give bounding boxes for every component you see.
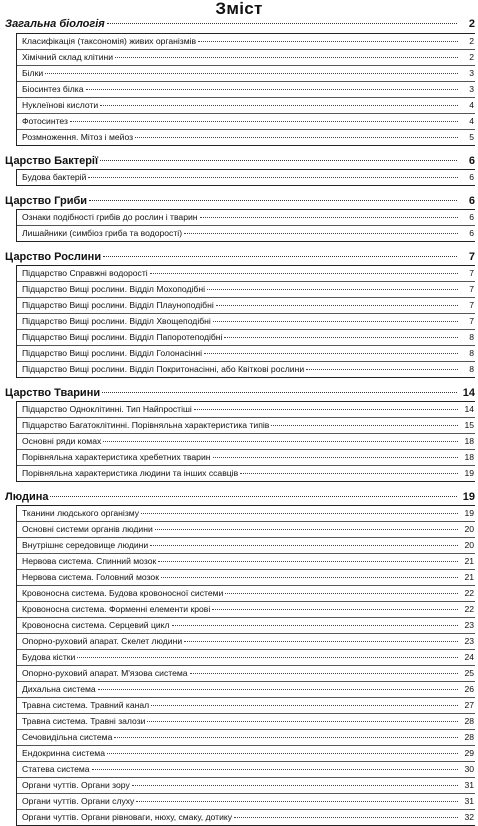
toc-entry[interactable] [17, 50, 475, 66]
toc-entry[interactable] [17, 506, 475, 522]
entry-page-number: 24 [464, 652, 474, 662]
section-page-number: 7 [468, 251, 475, 263]
entry-title: Хімічний склад клітини [22, 52, 114, 62]
toc-entry[interactable] [17, 346, 475, 362]
entry-page-number: 4 [469, 116, 474, 126]
entry-title: Сечовидільна система [22, 732, 113, 742]
toc-section [3, 17, 475, 146]
entry-title: Дихальна система [22, 684, 96, 694]
entry-page-number: 21 [464, 572, 474, 582]
entry-page-number: 32 [464, 812, 474, 822]
dot-leader [150, 273, 458, 274]
section-items [16, 401, 475, 482]
dot-leader [100, 105, 458, 106]
entry-page-number: 28 [464, 716, 474, 726]
toc-entry[interactable] [17, 634, 475, 650]
toc-entry[interactable] [17, 402, 475, 418]
toc-entry[interactable] [17, 586, 475, 602]
entry-page-number: 18 [464, 436, 474, 446]
entry-page-number: 20 [464, 524, 474, 534]
entry-title: Кровоносна система. Форменні елементи крові [22, 604, 211, 614]
entry-page-number: 20 [464, 540, 474, 550]
toc-entry[interactable] [17, 266, 475, 282]
entry-title: Нуклеїнові кислоти [22, 100, 99, 110]
entry-page-number: 5 [469, 132, 474, 142]
entry-title: Підцарство Вищі рослини. Відділ Хвощеподібні [22, 316, 211, 326]
entry-page-number: 3 [469, 84, 474, 94]
entry-page-number: 6 [469, 172, 474, 182]
section-items [16, 33, 475, 146]
entry-page-number: 19 [464, 508, 474, 518]
dot-leader [50, 496, 457, 497]
entry-title: Статева система [22, 764, 90, 774]
entry-page-number: 26 [464, 684, 474, 694]
entry-page-number: 4 [469, 100, 474, 110]
toc-entry[interactable] [17, 434, 475, 450]
section-title: Царство Бактерії [5, 155, 99, 167]
toc-entry[interactable] [17, 210, 475, 226]
entry-title: Основні системи органів людини [22, 524, 153, 534]
dot-leader [86, 89, 458, 90]
toc-entry[interactable] [17, 538, 475, 554]
dot-leader [141, 513, 458, 514]
toc-entry[interactable] [17, 226, 475, 241]
dot-leader [224, 337, 458, 338]
entry-page-number: 23 [464, 636, 474, 646]
entry-title: Розмноження. Мітоз і мейоз [22, 132, 134, 142]
entry-title: Ендокринна система [22, 748, 105, 758]
entry-page-number: 27 [464, 700, 474, 710]
toc-entry[interactable] [17, 130, 475, 145]
section-title: Загальна біологія [5, 18, 105, 30]
entry-page-number: 23 [464, 620, 474, 630]
dot-leader [184, 233, 458, 234]
section-items [16, 209, 475, 242]
entry-page-number: 3 [469, 68, 474, 78]
section-page-number: 6 [468, 195, 475, 207]
toc-list [3, 17, 475, 826]
dot-leader [107, 753, 458, 754]
section-title: Царство Тварини [5, 387, 101, 399]
dot-leader [103, 256, 457, 257]
entry-title: Травна система. Травний канал [22, 700, 150, 710]
entry-page-number: 25 [464, 668, 474, 678]
entry-page-number: 22 [464, 588, 474, 598]
dot-leader [135, 137, 458, 138]
dot-leader [225, 593, 458, 594]
entry-title: Ознаки подібності грибів до рослин і тварин [22, 212, 198, 222]
entry-page-number: 29 [464, 748, 474, 758]
toc-entry[interactable] [17, 34, 475, 50]
toc-entry[interactable] [17, 170, 475, 185]
section-page-number: 6 [468, 155, 475, 167]
dot-leader [190, 673, 458, 674]
entry-page-number: 14 [464, 404, 474, 414]
entry-title: Тканини людського організму [22, 508, 140, 518]
entry-title: Підцарство Багатоклітинні. Порівняльна характеристика типів [22, 420, 270, 430]
entry-page-number: 7 [469, 300, 474, 310]
section-heading[interactable] [3, 250, 475, 265]
dot-leader [92, 769, 458, 770]
dot-leader [172, 625, 458, 626]
entry-title: Підцарство Одноклітинні. Тип Найпростіші [22, 404, 192, 414]
dot-leader [114, 737, 458, 738]
toc-section [3, 250, 475, 378]
entry-page-number: 30 [464, 764, 474, 774]
entry-title: Будова бактерій [22, 172, 87, 182]
dot-leader [115, 57, 458, 58]
entry-page-number: 2 [469, 52, 474, 62]
entry-page-number: 7 [469, 268, 474, 278]
dot-leader [136, 801, 458, 802]
entry-page-number: 22 [464, 604, 474, 614]
toc-entry[interactable] [17, 682, 475, 698]
dot-leader [70, 121, 458, 122]
dot-leader [204, 353, 458, 354]
toc-entry[interactable] [17, 66, 475, 82]
toc-entry[interactable] [17, 810, 475, 825]
toc-section [3, 194, 475, 242]
dot-leader [240, 473, 458, 474]
entry-title: Підцарство Вищі рослини. Відділ Покритонасінні, або Квіткові рослини [22, 364, 305, 374]
entry-title: Нервова система. Спинний мозок [22, 556, 157, 566]
entry-title: Органи чуттів. Органи зору [22, 780, 130, 790]
toc-entry[interactable] [17, 362, 475, 377]
section-heading[interactable] [3, 386, 475, 401]
toc-entry[interactable] [17, 450, 475, 466]
toc-entry[interactable] [17, 698, 475, 714]
dot-leader [213, 457, 458, 458]
section-items [16, 505, 475, 826]
entry-page-number: 19 [464, 468, 474, 478]
entry-title: Порівняльна характеристика хребетних тварин [22, 452, 211, 462]
section-items [16, 265, 475, 378]
section-heading[interactable] [3, 490, 475, 505]
entry-page-number: 18 [464, 452, 474, 462]
entry-title: Травна система. Травні залози [22, 716, 146, 726]
entry-title: Класифікація (таксономія) живих організмів [22, 36, 197, 46]
entry-page-number: 31 [464, 796, 474, 806]
section-heading[interactable] [3, 194, 475, 209]
dot-leader [88, 177, 458, 178]
dot-leader [306, 369, 458, 370]
dot-leader [150, 545, 458, 546]
dot-leader [98, 689, 458, 690]
dot-leader [102, 392, 457, 393]
toc-entry[interactable] [17, 522, 475, 538]
toc-entry[interactable] [17, 330, 475, 346]
toc-entry[interactable] [17, 666, 475, 682]
section-items [16, 169, 475, 186]
section-heading[interactable] [3, 17, 475, 32]
toc-entry[interactable] [17, 282, 475, 298]
toc-entry[interactable] [17, 714, 475, 730]
entry-page-number: 8 [469, 364, 474, 374]
entry-title: Кровоносна система. Серцевий цикл [22, 620, 170, 630]
section-title: Людина [5, 491, 49, 503]
entry-page-number: 6 [469, 212, 474, 222]
toc-entry[interactable] [17, 554, 475, 570]
entry-page-number: 2 [469, 36, 474, 46]
dot-leader [147, 721, 458, 722]
toc-entry[interactable] [17, 778, 475, 794]
toc-entry[interactable] [17, 746, 475, 762]
toc-entry[interactable] [17, 762, 475, 778]
dot-leader [194, 409, 458, 410]
toc-entry[interactable] [17, 794, 475, 810]
dot-leader [161, 577, 458, 578]
entry-page-number: 8 [469, 348, 474, 358]
entry-title: Опорно-руховий апарат. Скелет людини [22, 636, 183, 646]
entry-title: Опорно-руховий апарат. М'язова система [22, 668, 188, 678]
entry-page-number: 7 [469, 284, 474, 294]
dot-leader [212, 609, 458, 610]
entry-title: Підцарство Вищі рослини. Відділ Голонасінні [22, 348, 203, 358]
entry-title: Будова кістки [22, 652, 76, 662]
entry-page-number: 21 [464, 556, 474, 566]
entry-title: Біосинтез білка [22, 84, 84, 94]
toc-entry[interactable] [17, 418, 475, 434]
toc-entry[interactable] [17, 98, 475, 114]
toc-entry[interactable] [17, 650, 475, 666]
section-page-number: 19 [462, 491, 475, 503]
toc-entry[interactable] [17, 114, 475, 130]
entry-page-number: 7 [469, 316, 474, 326]
dot-leader [216, 305, 458, 306]
dot-leader [89, 200, 457, 201]
entry-title: Лишайники (симбіоз гриба та водорості) [22, 228, 183, 238]
entry-title: Органи чуттів. Органи слуху [22, 796, 135, 806]
page-title: Зміст [215, 0, 263, 18]
dot-leader [271, 425, 458, 426]
toc-section [3, 490, 475, 826]
dot-leader [213, 321, 458, 322]
dot-leader [234, 817, 458, 818]
entry-page-number: 31 [464, 780, 474, 790]
entry-title: Органи чуттів. Органи рівноваги, нюху, смаку, дотику [22, 812, 233, 822]
dot-leader [45, 73, 458, 74]
entry-title: Внутрішнє середовище людини [22, 540, 149, 550]
toc-entry[interactable] [17, 466, 475, 481]
entry-title: Підцарство Вищі рослини. Відділ Плауноподібні [22, 300, 214, 310]
toc-entry[interactable] [17, 314, 475, 330]
entry-title: Нервова система. Головний мозок [22, 572, 159, 582]
dot-leader [132, 785, 458, 786]
dot-leader [100, 160, 457, 161]
section-heading[interactable] [3, 154, 475, 169]
dot-leader [155, 529, 458, 530]
entry-page-number: 8 [469, 332, 474, 342]
entry-title: Підцарство Вищі рослини. Відділ Мохоподібні [22, 284, 205, 294]
entry-page-number: 28 [464, 732, 474, 742]
entry-title: Кровоносна система. Будова кровоносної системи [22, 588, 224, 598]
toc-entry[interactable] [17, 618, 475, 634]
dot-leader [103, 441, 458, 442]
dot-leader [158, 561, 458, 562]
entry-title: Підцарство Вищі рослини. Відділ Папоротеподібні [22, 332, 223, 342]
toc-entry[interactable] [17, 82, 475, 98]
section-title: Царство Рослини [5, 251, 102, 263]
toc-section [3, 154, 475, 186]
toc-entry[interactable] [17, 730, 475, 746]
entry-title: Основні ряди комах [22, 436, 102, 446]
section-page-number: 2 [468, 18, 475, 30]
entry-page-number: 6 [469, 228, 474, 238]
dot-leader [151, 705, 458, 706]
entry-title: Білки [22, 68, 44, 78]
section-title: Царство Гриби [5, 195, 88, 207]
section-page-number: 14 [462, 387, 475, 399]
dot-leader [77, 657, 458, 658]
entry-title: Підцарство Справжні водорості [22, 268, 148, 278]
dot-leader [107, 23, 457, 24]
dot-leader [184, 641, 458, 642]
toc-entry[interactable] [17, 570, 475, 586]
toc-section [3, 386, 475, 482]
entry-title: Порівняльна характеристика людини та інших ссавців [22, 468, 239, 478]
dot-leader [200, 217, 458, 218]
entry-title: Фотосинтез [22, 116, 68, 126]
dot-leader [198, 41, 458, 42]
entry-page-number: 15 [464, 420, 474, 430]
toc-entry[interactable] [17, 602, 475, 618]
toc-entry[interactable] [17, 298, 475, 314]
dot-leader [207, 289, 458, 290]
